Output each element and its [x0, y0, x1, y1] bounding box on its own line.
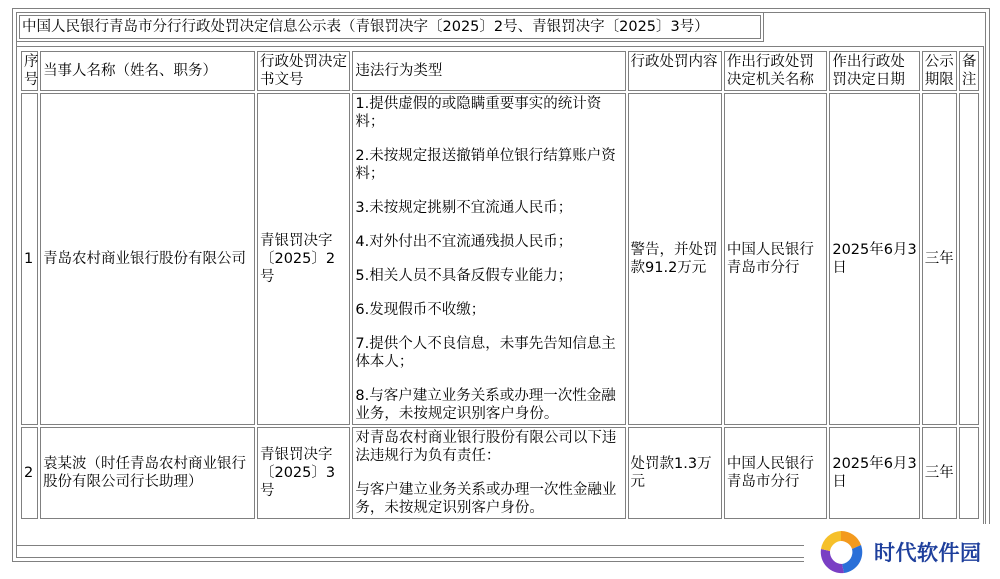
violation-item: 与客户建立业务关系或办理一次性金融业务，未按规定识别客户身份。: [355, 482, 617, 516]
row-date: 2025年6月3日: [829, 93, 919, 425]
header-authority: 作出行政处罚决定机关名称: [724, 51, 827, 91]
header-seq: 序号: [21, 51, 38, 91]
row-authority: 中国人民银行青岛市分行: [724, 427, 827, 519]
header-row: [21, 51, 979, 91]
title-box: [16, 12, 764, 42]
row-period: 三年: [922, 427, 957, 519]
violation-item: 4.对外付出不宜流通残损人民币；: [355, 234, 573, 250]
violation-item: 6.发现假币不收缴；: [355, 302, 486, 318]
watermark-logo-icon: [814, 527, 868, 577]
row-seq: 1: [21, 93, 38, 425]
violation-item: 7.提供个人不良信息，未事先告知信息主体本人；: [355, 336, 616, 370]
violation-item: 3.未按规定挑剔不宜流通人民币；: [355, 200, 573, 216]
row-period: 三年: [922, 93, 957, 425]
watermark-text: 时代软件园: [874, 540, 982, 565]
site-watermark-logo: [804, 524, 1000, 579]
violation-item: 8.与客户建立业务关系或办理一次性金融业务，未按规定识别客户身份。: [355, 388, 616, 422]
page-title: 中国人民银行青岛市分行行政处罚决定信息公示表（青银罚决字〔2025〕2号、青银罚决字〔2025〕3号）: [19, 15, 761, 39]
row-doc-no: 青银罚决字〔2025〕3号: [257, 427, 350, 519]
violation-item: 1.提供虚假的或隐瞒重要事实的统计资料；: [355, 96, 602, 130]
row-note: [959, 427, 979, 519]
table-row: [21, 427, 979, 519]
header-party: 当事人名称（姓名、职务）: [40, 51, 255, 91]
violation-item: 对青岛农村商业银行股份有限公司以下违法违规行为负有责任：: [355, 430, 617, 464]
row-doc-no: 青银罚决字〔2025〕2号: [257, 93, 350, 425]
row-authority: 中国人民银行青岛市分行: [724, 93, 827, 425]
row-date: 2025年6月3日: [829, 427, 919, 519]
row-note: [959, 93, 979, 425]
row-penalty: 处罚款1.3万元: [628, 427, 722, 519]
header-doc-no: 行政处罚决定书文号: [257, 51, 350, 91]
violation-item: 5.相关人员不具备反假专业能力；: [355, 268, 573, 284]
row-penalty: 警告，并处罚款91.2万元: [628, 93, 722, 425]
row-violations: [352, 93, 625, 425]
penalty-table-wrap: [16, 46, 984, 546]
table-row: [21, 93, 979, 425]
row-party: 青岛农村商业银行股份有限公司: [40, 93, 255, 425]
header-date: 作出行政处罚决定日期: [829, 51, 919, 91]
row-seq: 2: [21, 427, 38, 519]
violation-item: 2.未按规定报送撤销单位银行结算账户资料；: [355, 148, 616, 182]
header-note: 备注: [959, 51, 979, 91]
row-party: 袁某波（时任青岛农村商业银行股份有限公司行长助理）: [40, 427, 255, 519]
header-period: 公示期限: [922, 51, 957, 91]
row-violations: [352, 427, 625, 519]
penalty-table: [19, 49, 981, 521]
header-violation: 违法行为类型: [352, 51, 625, 91]
header-penalty: 行政处罚内容: [628, 51, 722, 91]
